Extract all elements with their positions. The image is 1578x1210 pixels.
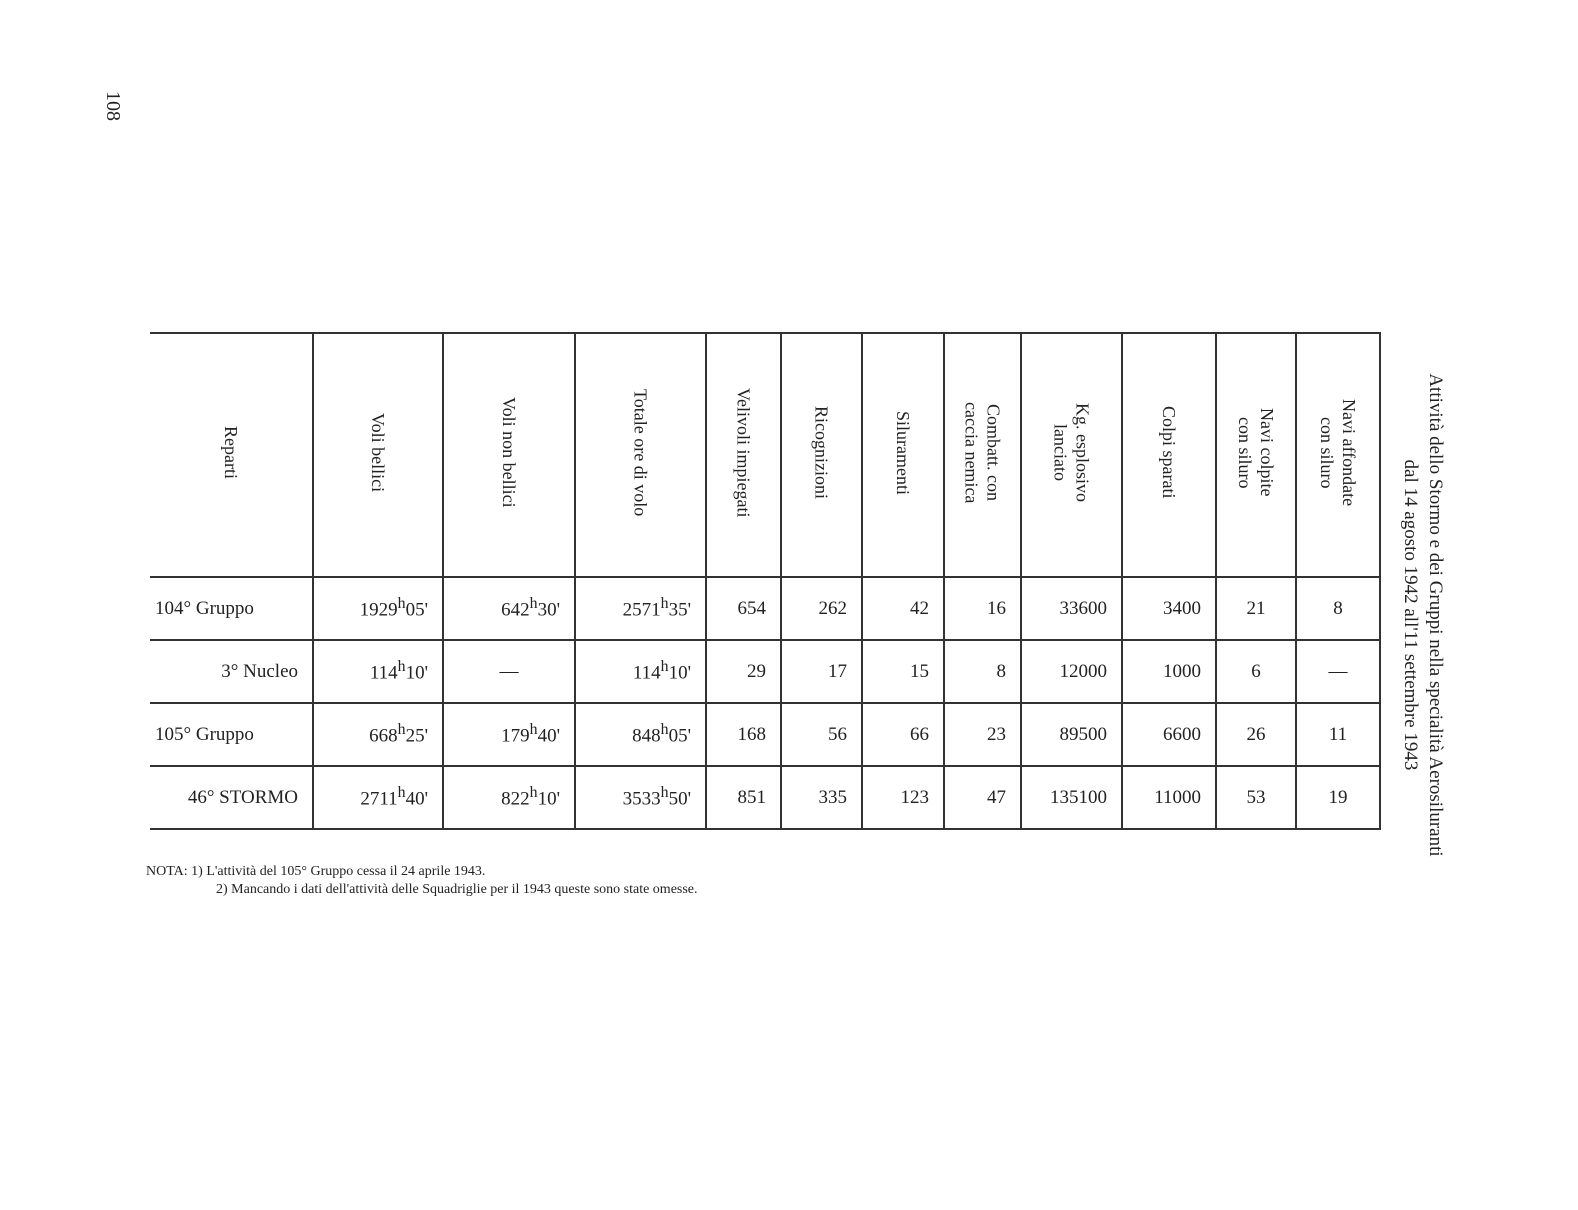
table-row [150, 640, 1380, 703]
header-navi-colpite: Navi colpite con siluro [1216, 333, 1296, 577]
cell-ricognizioni: 335 [781, 766, 862, 829]
table-row [150, 703, 1380, 766]
table-title-line1: Attività dello Stormo e dei Gruppi nella specialità Aerosiluranti [1425, 373, 1446, 857]
cell-velivoli: 168 [706, 703, 781, 766]
cell-combattimenti: 47 [944, 766, 1021, 829]
cell-navi-affondate: 19 [1296, 766, 1380, 829]
cell-siluramenti: 66 [862, 703, 944, 766]
header-colpi: Colpi sparati [1122, 333, 1216, 577]
cell-navi-colpite: 26 [1216, 703, 1296, 766]
header-totale-ore: Totale ore di volo [575, 333, 706, 577]
cell-siluramenti: 123 [862, 766, 944, 829]
cell-navi-colpite: 53 [1216, 766, 1296, 829]
cell-colpi: 1000 [1122, 640, 1216, 703]
cell-combattimenti: 8 [944, 640, 1021, 703]
cell-kg-esplosivo: 89500 [1021, 703, 1122, 766]
table-row [150, 577, 1380, 640]
cell-totale-ore: 114$^h$10' [575, 640, 706, 703]
header-combattimenti: Combatt. con caccia nemica [944, 333, 1021, 577]
cell-voli-bellici: 114$^h$10' [313, 640, 443, 703]
header-navi-affondate: Navi affondate con siluro [1296, 333, 1380, 577]
cell-kg-esplosivo: 12000 [1021, 640, 1122, 703]
cell-voli-non-bellici: — [443, 640, 575, 703]
cell-voli-bellici: 2711$^h$40' [313, 766, 443, 829]
cell-velivoli: 654 [706, 577, 781, 640]
cell-navi-affondate: 11 [1296, 703, 1380, 766]
cell-totale-ore: 3533$^h$50' [575, 766, 706, 829]
cell-combattimenti: 23 [944, 703, 1021, 766]
cell-reparto: 104° Gruppo [150, 577, 313, 640]
cell-reparto: 3° Nucleo [150, 640, 313, 703]
cell-velivoli: 29 [706, 640, 781, 703]
cell-navi-colpite: 21 [1216, 577, 1296, 640]
table-title-line2: dal 14 agosto 1942 all'11 settembre 1943 [1400, 459, 1421, 771]
cell-combattimenti: 16 [944, 577, 1021, 640]
header-voli-bellici: Voli bellici [313, 333, 443, 577]
table-notes [146, 863, 698, 899]
note-line-2: 2) Mancando i dati dell'attività delle Squadriglie per il 1943 queste sono state omesse. [216, 882, 698, 897]
cell-voli-bellici: 668$^h$25' [313, 703, 443, 766]
cell-totale-ore: 2571$^h$35' [575, 577, 706, 640]
table-header-row [150, 333, 1380, 577]
cell-navi-colpite: 6 [1216, 640, 1296, 703]
header-kg-esplosivo: Kg. esplosivo lanciato [1021, 333, 1122, 577]
cell-navi-affondate: — [1296, 640, 1380, 703]
cell-voli-non-bellici: 642$^h$30' [443, 577, 575, 640]
cell-colpi: 3400 [1122, 577, 1216, 640]
page-number: 108 [102, 91, 125, 121]
cell-ricognizioni: 262 [781, 577, 862, 640]
cell-velivoli: 851 [706, 766, 781, 829]
cell-colpi: 6600 [1122, 703, 1216, 766]
cell-siluramenti: 42 [862, 577, 944, 640]
header-siluramenti: Siluramenti [862, 333, 944, 577]
cell-totale-ore: 848$^h$05' [575, 703, 706, 766]
cell-voli-non-bellici: 822$^h$10' [443, 766, 575, 829]
header-velivoli: Velivoli impiegati [706, 333, 781, 577]
cell-ricognizioni: 17 [781, 640, 862, 703]
activity-table-container [150, 332, 1381, 830]
cell-colpi: 11000 [1122, 766, 1216, 829]
table-row [150, 766, 1380, 829]
cell-reparto: 46° STORMO [150, 766, 313, 829]
activity-table [150, 332, 1381, 830]
cell-reparto: 105° Gruppo [150, 703, 313, 766]
header-reparti: Reparti [150, 333, 313, 577]
header-voli-non-bellici: Voli non bellici [443, 333, 575, 577]
cell-kg-esplosivo: 33600 [1021, 577, 1122, 640]
cell-ricognizioni: 56 [781, 703, 862, 766]
cell-navi-affondate: 8 [1296, 577, 1380, 640]
cell-siluramenti: 15 [862, 640, 944, 703]
cell-voli-non-bellici: 179$^h$40' [443, 703, 575, 766]
note-line-1: NOTA: 1) L'attività del 105° Gruppo cessa il 24 aprile 1943. [146, 864, 486, 879]
table-title [1388, 325, 1448, 905]
cell-kg-esplosivo: 135100 [1021, 766, 1122, 829]
cell-voli-bellici: 1929$^h$05' [313, 577, 443, 640]
header-ricognizioni: Ricognizioni [781, 333, 862, 577]
